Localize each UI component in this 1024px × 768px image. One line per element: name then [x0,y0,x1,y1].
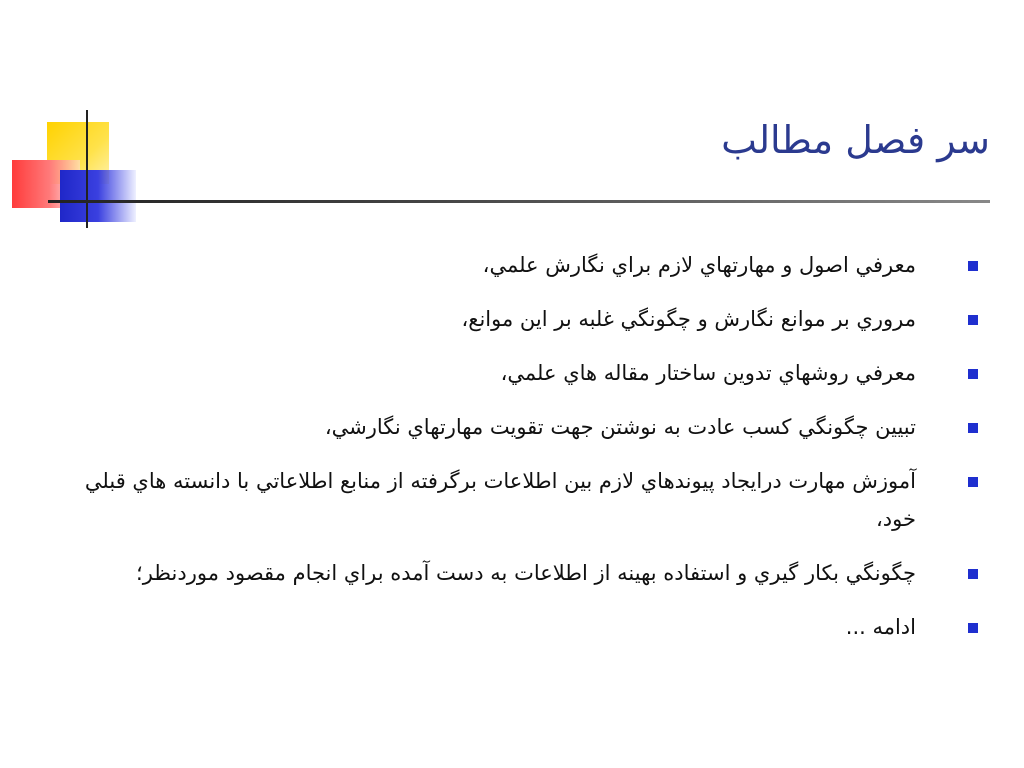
decorative-blue-square [60,170,136,222]
square-bullet-icon [968,569,978,579]
title-underline [48,200,990,203]
bullet-item [54,300,984,338]
slide-title: سر فصل مطالب [721,118,990,162]
square-bullet-icon [968,369,978,379]
square-bullet-icon [968,423,978,433]
bullet-item [54,408,984,446]
square-bullet-icon [968,477,978,487]
bullet-text: معرفي اصول و مهارتهاي لازم براي نگارش علمي، [482,253,916,277]
bullet-text: ادامه ... [845,615,916,639]
bullet-list [54,246,984,646]
square-bullet-icon [968,623,978,633]
bullet-item [54,608,984,646]
bullet-text: چگونگي بكار گيري و استفاده بهينه از اطلاعات به دست آمده براي انجام مقصود موردنظر؛ [136,561,916,585]
bullet-text: مروري بر موانع نگارش و چگونگي غلبه بر اين موانع، [461,307,916,331]
square-bullet-icon [968,315,978,325]
bullet-item [54,462,984,538]
bullet-text: معرفي روشهاي تدوين ساختار مقاله هاي علمي، [500,361,916,385]
square-bullet-icon [968,261,978,271]
bullet-item [54,354,984,392]
bullet-item [54,554,984,592]
bullet-text: آموزش مهارت درايجاد پيوندهاي لازم بين اطلاعات برگرفته از منابع اطلاعاتي با دانسته هاي قبلي خود، [84,469,916,531]
decorative-vertical-line [86,110,88,228]
bullet-item [54,246,984,284]
bullet-text: تبيين چگونگي كسب عادت به نوشتن جهت تقويت مهارتهاي نگارشي، [324,415,916,439]
